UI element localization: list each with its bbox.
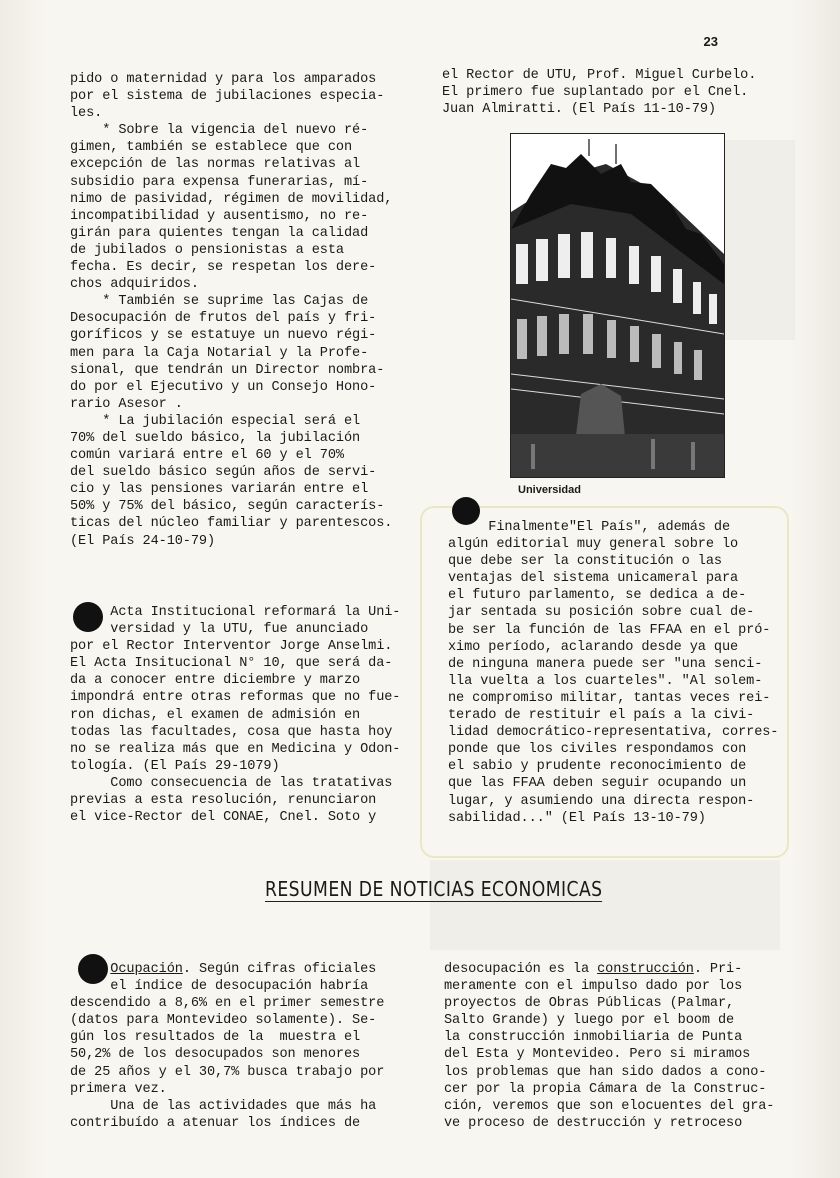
right-column-rector-text — [442, 67, 756, 118]
text-line: tología. (El País 29-1079) — [70, 758, 280, 774]
econ-right-first-post: . Pri- — [693, 962, 743, 977]
text-line: algún editorial muy general sobre lo — [448, 537, 739, 553]
text-line: Desocupación de frutos del país y fri- — [70, 311, 377, 327]
text-line: lla vuelta a los cuarteles". "Al solem- — [448, 673, 763, 689]
text-line: de jubilados o pensionistas a esta — [70, 242, 344, 258]
text-line: del sueldo básico según años de servi- — [70, 465, 377, 481]
econ-right-first-pre: desocupación es la — [444, 962, 598, 977]
econ-lead-rest: . Según cifras oficiales — [182, 962, 377, 977]
text-line: fecha. Es decir, se respetan los dere- — [70, 260, 377, 276]
econ-left-text — [70, 961, 384, 1132]
text-line: el índice de desocupación habría — [70, 979, 369, 995]
text-line: ponde que los civiles respondamos con — [448, 742, 747, 758]
left-column-pension-text — [70, 71, 392, 550]
text-line: lugar, y asumiendo una directa respon- — [448, 793, 755, 809]
text-line: nimo de pasividad, régimen de movilidad, — [70, 191, 393, 207]
text-line: primera vez. — [70, 1081, 167, 1097]
text-line: no se realiza más que en Medicina y Odon- — [70, 741, 401, 757]
econ-right-lines — [444, 978, 774, 1132]
text-line: ximo período, aclarando desde ya que — [448, 639, 739, 655]
text-line: ticas del núcleo familiar y parentescos. — [70, 516, 393, 532]
text-line: * La jubilación especial será el — [70, 413, 361, 429]
text-line: de ninguna manera puede ser "una senci- — [448, 656, 763, 672]
text-line: El primero fue suplantado por el Cnel. — [442, 85, 749, 101]
text-line: jar sentada su posición sobre cual de- — [448, 605, 755, 621]
text-line: Juan Almiratti. (El País 11-10-79) — [442, 102, 716, 118]
text-line: incompatibilidad y ausentismo, no re- — [70, 208, 369, 224]
text-line: del Esta y Montevideo. Pero si miramos — [444, 1047, 751, 1063]
text-line: * Sobre la vigencia del nuevo ré- — [70, 123, 369, 139]
text-line: Finalmente"El País", además de — [448, 520, 731, 535]
text-line: impondrá entre otras reformas que no fue- — [70, 690, 401, 706]
text-line: sabilidad..." (El País 13-10-79) — [448, 810, 706, 826]
text-line: gún los resultados de la muestra el — [70, 1030, 361, 1046]
text-line: Una de las actividades que más ha — [70, 1098, 377, 1114]
text-line: el futuro parlamento, se dedica a de- — [448, 588, 747, 604]
text-line: (El País 24-10-79) — [70, 533, 216, 549]
text-line: rario Asesor . — [70, 396, 183, 412]
text-line: versidad y la UTU, fue anunciado — [70, 622, 369, 638]
text-line: 70% del sueldo básico, la jubilación — [70, 430, 361, 446]
ocupacion-term: Ocupación — [110, 962, 183, 977]
text-line: la construcción inmobiliaria de Punta — [444, 1030, 743, 1046]
text-line: contribuído a atenuar los índices de — [70, 1115, 361, 1131]
text-line: ve proceso de destrucción y retroceso — [444, 1115, 743, 1131]
text-line: gimen, también se establece que con — [70, 140, 353, 156]
econ-lead-line — [70, 961, 384, 978]
text-line: ventajas del sistema unicameral para — [448, 571, 739, 587]
section-heading: RESUMEN DE NOTICIAS ECONOMICAS — [265, 877, 603, 901]
text-line: men para la Caja Notarial y la Profe- — [70, 345, 369, 361]
text-line: ron dichas, el examen de admisión en — [70, 707, 361, 723]
text-line: todas las facultades, cosa que hasta hoy — [70, 724, 393, 740]
text-line: Acta Institucional reformará la Uni- — [70, 605, 401, 620]
text-line: * También se suprime las Cajas de — [70, 294, 369, 310]
text-line: be ser la función de las FFAA en el pró- — [448, 622, 771, 638]
text-line: que las FFAA deben seguir ocupando un — [448, 776, 747, 792]
text-line: chos adquiridos. — [70, 277, 199, 293]
university-building-photo — [510, 133, 725, 478]
text-line: girán para quientes tengan la calidad — [70, 225, 369, 241]
text-line: 50% y 75% del básico, según caracterís- — [70, 499, 385, 515]
text-line: excepción de las normas relativas al — [70, 157, 361, 173]
text-line: subsidio para expensa funerarias, mí- — [70, 174, 369, 190]
left-column-acta-text — [70, 604, 400, 826]
text-line: terado de restituir el país a la civi- — [448, 708, 755, 724]
text-line: ción, veremos que son elocuentes del gra- — [444, 1098, 775, 1114]
page-number: 23 — [703, 34, 718, 49]
text-line: de 25 años y el 30,7% busca trabajo por — [70, 1064, 385, 1080]
econ-right-text — [444, 961, 774, 1132]
construccion-term: construcción — [597, 962, 694, 977]
text-line: do por el Ejecutivo y un Consejo Hono- — [70, 379, 377, 395]
photo-caption: Universidad — [518, 484, 581, 496]
text-line: el vice-Rector del CONAE, Cnel. Soto y — [70, 810, 377, 826]
text-line: que debe ser la constitución o las — [448, 554, 722, 570]
text-line: común variará entre el 60 y el 70% — [70, 448, 344, 464]
text-line: El Acta Insitucional N° 10, que será da- — [70, 656, 393, 672]
text-line: da a conocer entre diciembre y marzo — [70, 673, 361, 689]
text-line: cio y las pensiones variarán entre el — [70, 482, 369, 498]
bleed-through — [430, 860, 780, 950]
econ-left-lines — [70, 978, 384, 1132]
text-line: cer por la propia Cámara de la Construc- — [444, 1081, 767, 1097]
text-line: previas a esta resolución, renunciaron — [70, 793, 377, 809]
text-line: les. — [70, 106, 103, 122]
text-line: proyectos de Obras Públicas (Palmar, — [444, 996, 735, 1012]
econ-right-first-line — [444, 961, 774, 978]
text-line: ne compromiso militar, tantas veces rei- — [448, 690, 771, 706]
text-line: Como consecuencia de las tratativas — [70, 775, 393, 791]
text-line: lidad democrático-representativa, corres- — [448, 725, 779, 741]
text-line: el Rector de UTU, Prof. Miguel Curbelo. — [442, 68, 757, 83]
text-line: por el sistema de jubilaciones especia- — [70, 89, 385, 105]
text-line: meramente con el impulso dado por los — [444, 979, 743, 995]
text-line: sional, que tendrán un Director nombra- — [70, 362, 385, 378]
text-line: 50,2% de los desocupados son menores — [70, 1047, 361, 1063]
text-line: goríficos y se estatuye un nuevo régi- — [70, 328, 377, 344]
text-line: por el Rector Interventor Jorge Anselmi. — [70, 639, 393, 655]
right-column-finalmente-text — [448, 519, 778, 827]
text-line: descendido a 8,6% en el primer semestre — [70, 996, 385, 1012]
text-line: el sabio y prudente reconocimiento de — [448, 759, 747, 775]
text-line: Salto Grande) y luego por el boom de — [444, 1013, 735, 1029]
bleed-through — [725, 140, 795, 340]
text-line: (datos para Montevideo solamente). Se- — [70, 1013, 377, 1029]
text-line: pido o maternidad y para los amparados — [70, 72, 377, 87]
text-line: los problemas que han sido dados a cono- — [444, 1064, 767, 1080]
